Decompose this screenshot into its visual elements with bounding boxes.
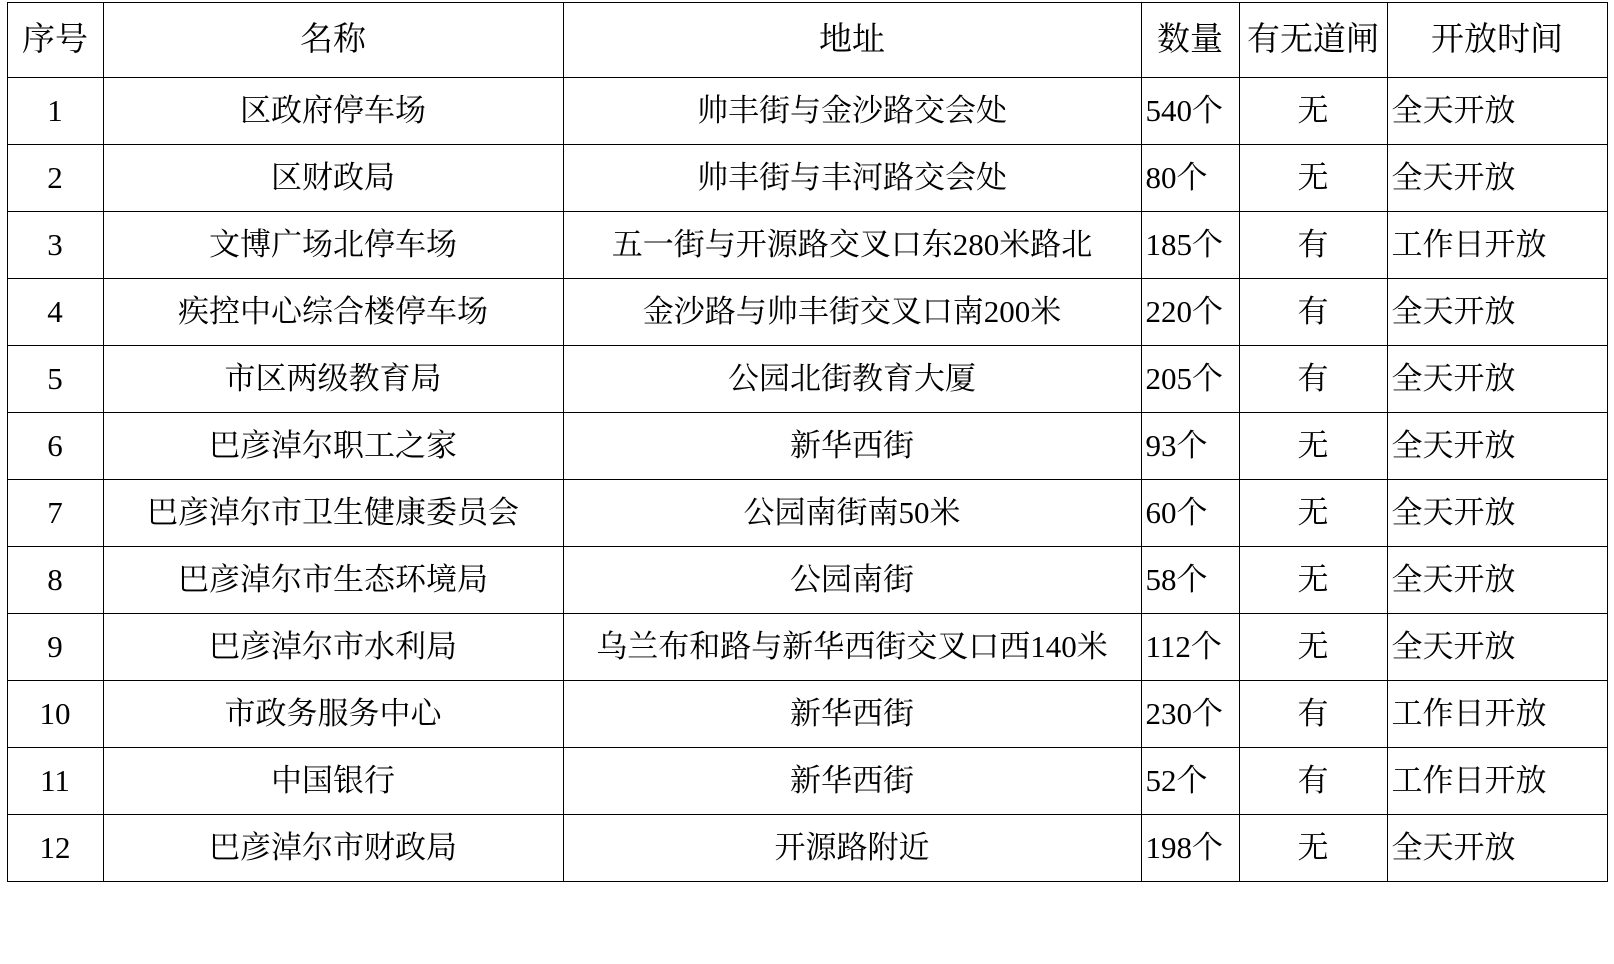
table-row: [7, 78, 1607, 145]
table-row: [7, 480, 1607, 547]
cell-hours: 全天开放: [1387, 815, 1607, 882]
table-row: [7, 279, 1607, 346]
cell-count: 198个: [1141, 815, 1239, 882]
cell-hours: 全天开放: [1387, 480, 1607, 547]
cell-address: 新华西街: [563, 748, 1141, 815]
column-header-index: 序号: [7, 3, 103, 78]
column-header-hours: 开放时间: [1387, 3, 1607, 78]
column-header-gate: 有无道闸: [1239, 3, 1387, 78]
cell-index: 9: [7, 614, 103, 681]
cell-index: 7: [7, 480, 103, 547]
cell-address: 五一街与开源路交叉口东280米路北: [563, 212, 1141, 279]
cell-gate: 有: [1239, 681, 1387, 748]
table-row: [7, 547, 1607, 614]
cell-index: 5: [7, 346, 103, 413]
cell-name: 疾控中心综合楼停车场: [103, 279, 563, 346]
column-header-count: 数量: [1141, 3, 1239, 78]
table-row: [7, 413, 1607, 480]
parking-lot-table: [7, 2, 1608, 882]
cell-hours: 全天开放: [1387, 614, 1607, 681]
cell-address: 金沙路与帅丰街交叉口南200米: [563, 279, 1141, 346]
cell-index: 6: [7, 413, 103, 480]
cell-address: 公园南街南50米: [563, 480, 1141, 547]
cell-address: 公园北街教育大厦: [563, 346, 1141, 413]
table-row: [7, 681, 1607, 748]
cell-address: 开源路附近: [563, 815, 1141, 882]
cell-address: 新华西街: [563, 681, 1141, 748]
cell-name: 巴彦淖尔市财政局: [103, 815, 563, 882]
cell-name: 巴彦淖尔市水利局: [103, 614, 563, 681]
cell-hours: 全天开放: [1387, 547, 1607, 614]
cell-gate: 有: [1239, 279, 1387, 346]
cell-count: 93个: [1141, 413, 1239, 480]
column-header-name: 名称: [103, 3, 563, 78]
cell-hours: 工作日开放: [1387, 748, 1607, 815]
cell-count: 60个: [1141, 480, 1239, 547]
cell-index: 10: [7, 681, 103, 748]
cell-hours: 全天开放: [1387, 413, 1607, 480]
table-body: [7, 78, 1607, 882]
cell-gate: 有: [1239, 748, 1387, 815]
table-header-row: [7, 3, 1607, 78]
cell-name: 文博广场北停车场: [103, 212, 563, 279]
cell-hours: 全天开放: [1387, 279, 1607, 346]
cell-name: 巴彦淖尔职工之家: [103, 413, 563, 480]
cell-address: 公园南街: [563, 547, 1141, 614]
cell-count: 540个: [1141, 78, 1239, 145]
cell-gate: 无: [1239, 413, 1387, 480]
cell-address: 帅丰街与金沙路交会处: [563, 78, 1141, 145]
cell-count: 80个: [1141, 145, 1239, 212]
table-row: [7, 346, 1607, 413]
cell-index: 8: [7, 547, 103, 614]
cell-name: 区政府停车场: [103, 78, 563, 145]
cell-index: 4: [7, 279, 103, 346]
column-header-address: 地址: [563, 3, 1141, 78]
cell-count: 52个: [1141, 748, 1239, 815]
cell-hours: 工作日开放: [1387, 681, 1607, 748]
cell-count: 185个: [1141, 212, 1239, 279]
cell-name: 巴彦淖尔市生态环境局: [103, 547, 563, 614]
cell-address: 帅丰街与丰河路交会处: [563, 145, 1141, 212]
table-row: [7, 145, 1607, 212]
cell-index: 12: [7, 815, 103, 882]
table-row: [7, 212, 1607, 279]
cell-count: 230个: [1141, 681, 1239, 748]
table-row: [7, 815, 1607, 882]
cell-gate: 无: [1239, 480, 1387, 547]
table-header: [7, 3, 1607, 78]
cell-gate: 无: [1239, 547, 1387, 614]
cell-index: 11: [7, 748, 103, 815]
cell-hours: 全天开放: [1387, 78, 1607, 145]
cell-address: 新华西街: [563, 413, 1141, 480]
cell-gate: 无: [1239, 815, 1387, 882]
cell-count: 58个: [1141, 547, 1239, 614]
cell-name: 区财政局: [103, 145, 563, 212]
cell-count: 112个: [1141, 614, 1239, 681]
cell-gate: 无: [1239, 78, 1387, 145]
cell-index: 3: [7, 212, 103, 279]
cell-hours: 工作日开放: [1387, 212, 1607, 279]
cell-gate: 有: [1239, 346, 1387, 413]
cell-gate: 有: [1239, 212, 1387, 279]
table-row: [7, 748, 1607, 815]
cell-hours: 全天开放: [1387, 346, 1607, 413]
cell-count: 220个: [1141, 279, 1239, 346]
cell-index: 2: [7, 145, 103, 212]
cell-hours: 全天开放: [1387, 145, 1607, 212]
cell-gate: 无: [1239, 145, 1387, 212]
cell-address: 乌兰布和路与新华西街交叉口西140米: [563, 614, 1141, 681]
cell-index: 1: [7, 78, 103, 145]
cell-name: 中国银行: [103, 748, 563, 815]
table-row: [7, 614, 1607, 681]
cell-name: 市政务服务中心: [103, 681, 563, 748]
cell-name: 巴彦淖尔市卫生健康委员会: [103, 480, 563, 547]
cell-name: 市区两级教育局: [103, 346, 563, 413]
cell-count: 205个: [1141, 346, 1239, 413]
cell-gate: 无: [1239, 614, 1387, 681]
